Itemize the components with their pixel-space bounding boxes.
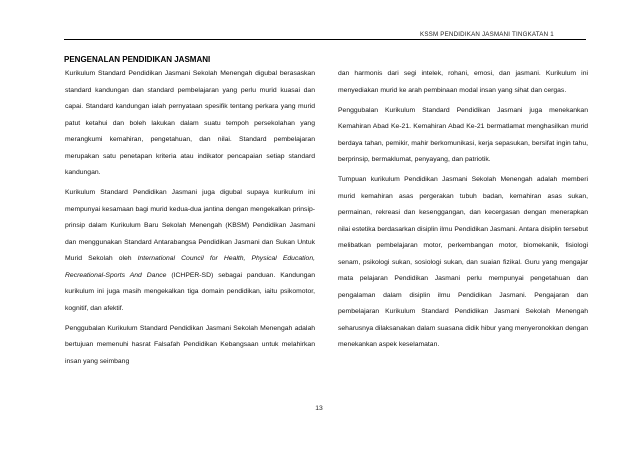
right-paragraph-2: Penggubalan Kurikulum Standard Pendidikan Jasmani juga menekankan Kemahiran Abad Ke-21. Kemahiran Abad Ke-21 bermatlamat menghasilkan murid berdaya tahan, pemikir, mahir berkomunikasi, kerja sepasukan, bersifat ingin tahu, berprinsip, bermaklumat, penyayang, dan patriotik. [338, 106, 588, 163]
left-paragraph-2-text-b: (ICHPER-SD) sebagai panduan. Kandungan kurikulum ini juga masih mengekalkan tiga domain pendidikan, iaitu psikomotor, kognitif, dan afektif. [65, 271, 315, 312]
right-paragraph-3: Tumpuan kurikulum Pendidikan Jasmani Sekolah Menengah adalah memberi murid kemahiran asas pergerakan tubuh badan, kemahiran asas sukan, permainan, rekreasi dan kesenggangan, dan kecergasan dengan menerapkan nilai estetika berdasarkan disiplin ilmu Pendidikan Jasmani. Antara disiplin tersebut melibatkan pembelajaran motor, perkembangan motor, biomekanik, fisiologi senam, psikologi sukan, sosiologi sukan, dan suaian fizikal. Guru yang mengajar mata pelajaran Pendidikan Jasmani perlu mempunyai pengetahuan dan pengalaman dalam disiplin ilmu Pendidikan Jasmani. Pengajaran dan pembelajaran Kurikulum Standard Pendidikan Jasmani Sekolah Menengah seharusnya dilaksanakan dalam suasana didik hibur yang menyeronokkan dengan menekankan aspek keselamatan. [338, 176, 588, 348]
right-paragraph-1: dan harmonis dari segi intelek, rohani, emosi, dan jasmani. Kurikulum ini menyediakan murid ke arah pembinaan modal insan yang sihat dan cergas. [338, 70, 588, 94]
left-paragraph-2-text-a: Kurikulum Standard Pendidikan Jasmani juga digubal supaya kurikulum ini mempunyai kesamaan bagi murid kedua-dua jantina dengan mengekalkan prinsip-prinsip dalam Kurikulum Baru Sekolah Menengah (KBSM) Pendidikan Jasmani dan menggunakan Standard Antarabangsa Pendidikan Jasmani dan Sukan Untuk Murid Sekolah oleh [65, 189, 315, 262]
header-rule [64, 39, 586, 40]
organization-name: International Council for Health, Physical Education, Recreational-Sports And Dance [65, 255, 315, 279]
right-column [338, 66, 588, 357]
left-column [65, 66, 315, 374]
running-header: KSSM PENDIDIKAN JASMANI TINGKATAN 1 [420, 31, 554, 38]
left-paragraph-2 [65, 185, 315, 317]
left-paragraph-3: Penggubalan Kurikulum Standard Pendidikan Jasmani Sekolah Menengah adalah bertujuan memenuhi hasrat Falsafah Pendidikan Kebangsaan untuk melahirkan insan yang seimbang [65, 324, 315, 365]
section-title: PENGENALAN PENDIDIKAN JASMANI [64, 55, 211, 64]
left-paragraph-1: Kurikulum Standard Pendidikan Jasmani Sekolah Menengah digubal berasaskan standard kandungan dan standard pembelajaran yang perlu murid kuasai dan capai. Standard kandungan ialah pernyataan spesifik tentang perkara yang murid patut ketahui dan boleh lakukan dalam suatu tempoh persekolahan yang merangkumi kemahiran, pengetahuan, dan nilai. Standard pembelajaran merupakan satu penetapan kriteria atau indikator pencapaian setiap standard kandungan. [65, 70, 315, 176]
page-number: 13 [315, 405, 323, 412]
